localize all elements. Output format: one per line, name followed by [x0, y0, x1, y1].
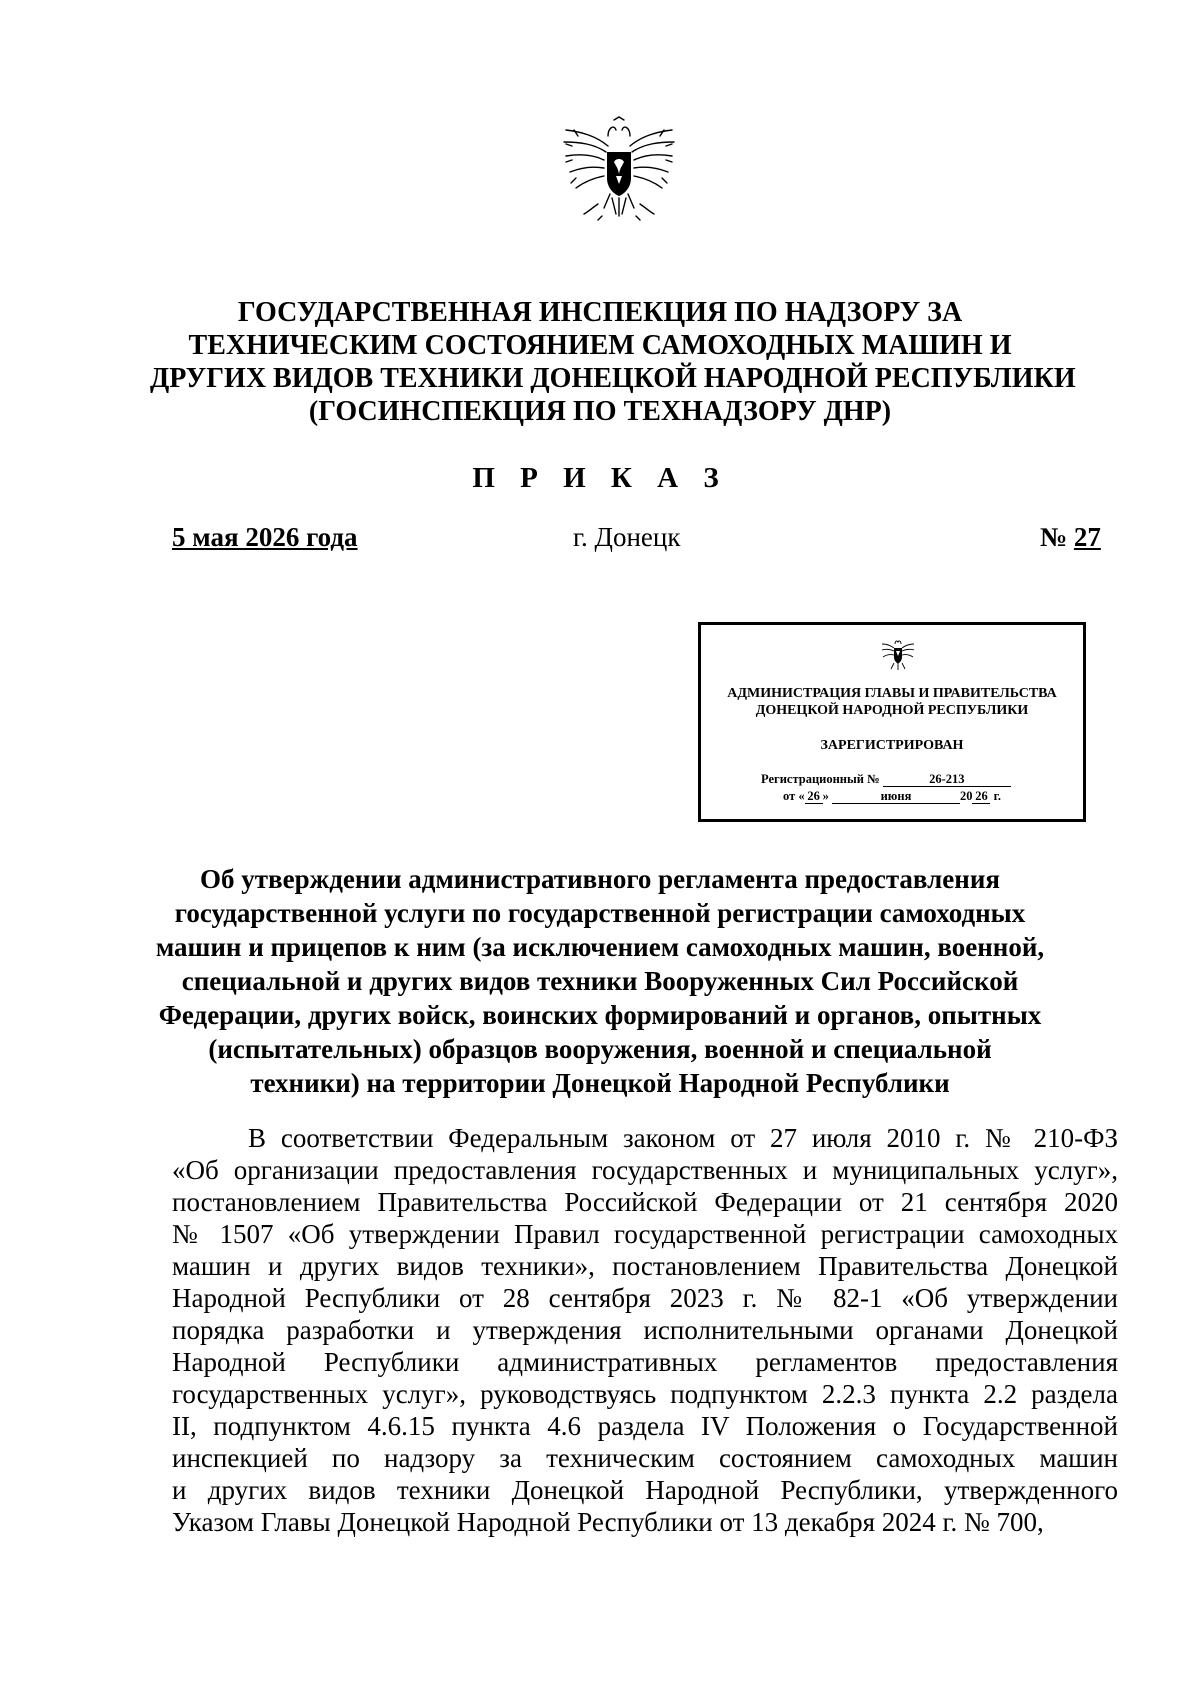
agency-header-line: ГОСУДАРСТВЕННАЯ ИНСПЕКЦИЯ ПО НАДЗОРУ ЗА — [237, 297, 963, 328]
body-text-line: порядка разработки и утверждения исполнительными органами Донецкой — [172, 1315, 1118, 1345]
stamp-status: ЗАРЕГИСТРИРОВАН — [820, 738, 964, 753]
document-title-line: Об утверждении административного регламента предоставления — [200, 864, 1000, 894]
stamp-day: 26 — [805, 789, 823, 804]
stamp-registration-details — [761, 771, 1011, 805]
document-title-line: специальной и других видов техники Вооруженных Сил Российской — [181, 966, 1019, 996]
number-sign: № — [1040, 522, 1068, 552]
stamp-date-prefix: от « — [783, 789, 805, 803]
body-text-line: № 1507 «Об утверждении Правил государственной регистрации самоходных — [172, 1219, 1118, 1249]
body-text-line: машин и других видов техники», постановлением Правительства Донецкой — [172, 1251, 1118, 1281]
stamp-year-unit: г. — [993, 789, 1002, 803]
body-text-line: и других видов техники Донецкой Народной Республики, утвержденного — [172, 1475, 1118, 1505]
registration-stamp — [698, 622, 1086, 822]
document-title-line: машин и прицепов к ним (за исключением самоходных машин, военной, — [155, 932, 1045, 962]
body-text-line: II, подпунктом 4.6.15 пункта 4.6 раздела IV Положения о Государственной — [172, 1411, 1118, 1441]
stamp-emblem-icon — [881, 639, 915, 671]
body-text-line: В соответствии Федеральным законом от 27 июля 2010 г. № 210-ФЗ — [248, 1123, 1118, 1153]
stamp-reg-number: 26-213 — [883, 772, 1011, 787]
document-title — [140, 862, 1060, 1100]
agency-header-line: (ГОСИНСПЕКЦИЯ ПО ТЕХНАДЗОРУ ДНР) — [308, 396, 892, 427]
stamp-registration-number-line — [761, 771, 1011, 788]
document-title-line: (испытательных) образцов вооружения, военной и специальной — [208, 1034, 992, 1064]
coat-of-arms-emblem — [558, 116, 680, 222]
document-type-heading: П Р И К А З — [472, 462, 728, 494]
document-title-line: техники) на территории Донецкой Народной Республики — [250, 1068, 950, 1098]
stamp-organization-line: ДОНЕЦКОЙ НАРОДНОЙ РЕСПУБЛИКИ — [755, 703, 1029, 718]
document-title-line: государственной услуги по государственной регистрации самоходных — [174, 898, 1026, 928]
stamp-date-mid: » — [822, 789, 829, 803]
agency-header-line: ТЕХНИЧЕСКИМ СОСТОЯНИЕМ САМОХОДНЫХ МАШИН И — [188, 330, 1012, 361]
stamp-reg-label: Регистрационный № — [761, 772, 880, 786]
body-text-line: государственных услуг», руководствуясь подпунктом 2.2.3 пункта 2.2 раздела — [172, 1379, 1118, 1409]
order-number-value: 27 — [1073, 522, 1101, 552]
body-text-line: Народной Республики административных регламентов предоставления — [172, 1347, 1118, 1377]
stamp-month: июня — [832, 789, 960, 804]
stamp-year-prefix: 20 — [959, 789, 973, 803]
body-text-line: Народной Республики от 28 сентября 2023 г. № 82-1 «Об утверждении — [172, 1283, 1118, 1313]
order-number — [1040, 522, 1101, 553]
order-date — [172, 522, 358, 553]
order-city: г. Донецк — [573, 522, 681, 552]
agency-header — [150, 296, 1076, 428]
document-title-line: Федерации, других войск, воинских формирований и органов, опытных — [158, 1000, 1042, 1030]
stamp-organization-line: АДМИНИСТРАЦИЯ ГЛАВЫ И ПРАВИТЕЛЬСТВА — [727, 686, 1057, 701]
agency-header-line: ДРУГИХ ВИДОВ ТЕХНИКИ ДОНЕЦКОЙ НАРОДНОЙ РЕСПУБЛИКИ — [150, 363, 1076, 394]
stamp-year-suffix: 26 — [972, 789, 990, 804]
order-date-value: 5 мая 2026 года — [172, 522, 358, 552]
stamp-organization — [701, 685, 1083, 719]
body-text-line: Указом Главы Донецкой Народной Республики от 13 декабря 2024 г. № 700, — [172, 1507, 1044, 1537]
body-text-line: инспекцией по надзору за техническим состоянием самоходных машин — [172, 1443, 1118, 1473]
body-text-line: «Об организации предоставления государственных и муниципальных услуг», — [172, 1155, 1118, 1185]
body-paragraph — [172, 1122, 1118, 1538]
body-text-line: постановлением Правительства Российской Федерации от 21 сентября 2020 — [172, 1187, 1118, 1217]
stamp-registration-date-line — [761, 788, 1011, 805]
